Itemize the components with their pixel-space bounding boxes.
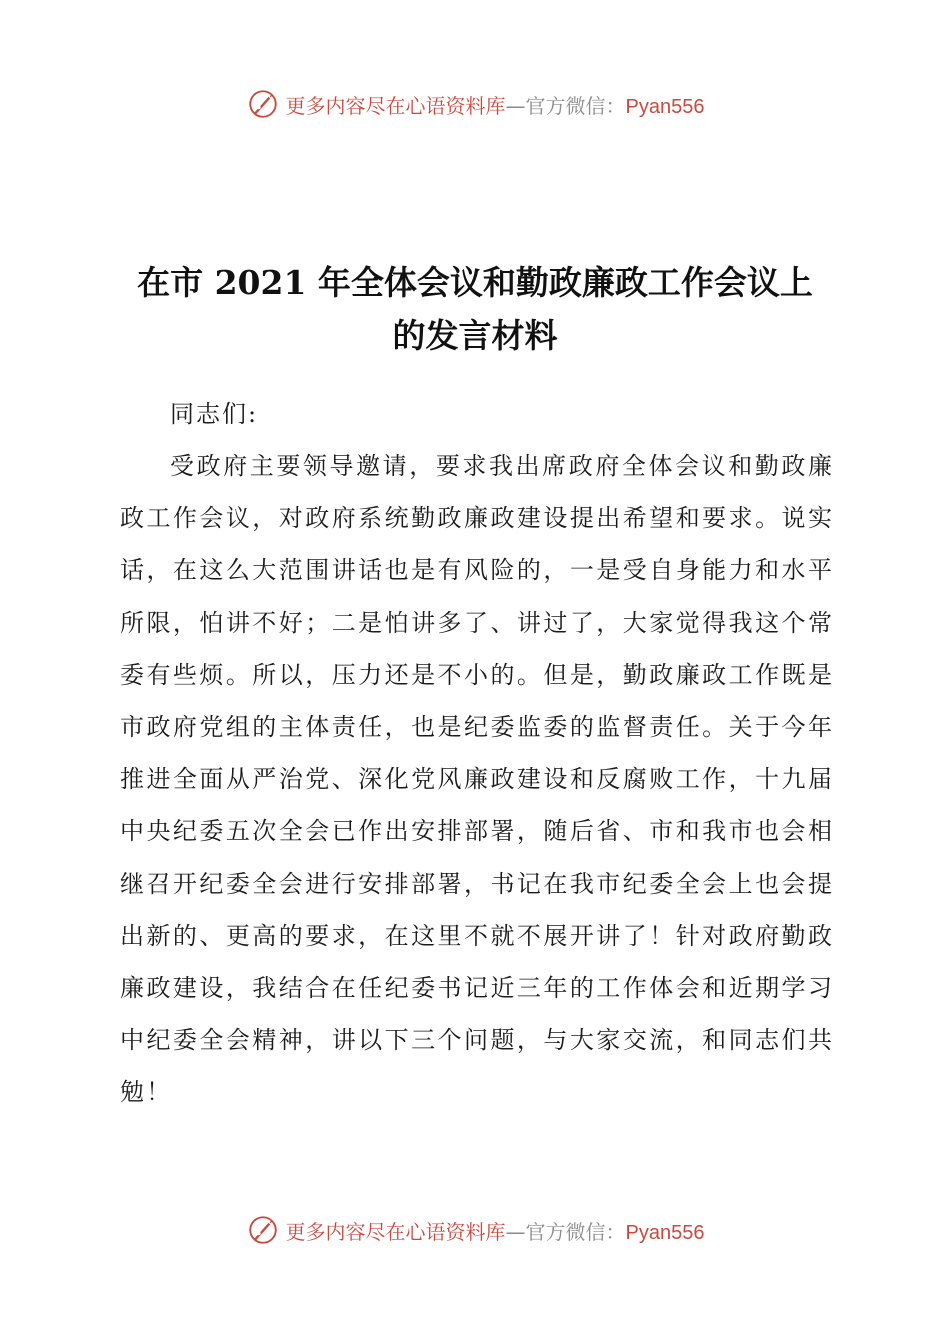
paragraph-line: 勉！	[120, 1078, 173, 1107]
pen-logo-icon	[246, 1213, 280, 1247]
paragraph-line: 政工作会议，对政府系统勤政廉政建设提出希望和要求。说实	[120, 504, 832, 533]
watermark-handle: Pyan556	[625, 95, 705, 118]
watermark-main-text: 更多内容尽在心语资料库	[285, 93, 506, 118]
paragraph-line: 中纪委全会精神，讲以下三个问题，与大家交流，和同志们共	[120, 1026, 832, 1055]
paragraph-line: 市政府党组的主体责任，也是纪委监委的监督责任。关于今年	[120, 712, 832, 741]
header-watermark	[0, 84, 950, 124]
paragraph-line: 廉政建设，我结合在任纪委书记近三年的工作体会和近期学习	[120, 973, 832, 1002]
paragraph-line: 所限，怕讲不好；二是怕讲多了、讲过了，大家觉得我这个常	[120, 608, 832, 637]
paragraph-line: 委有些烦。所以，压力还是不小的。但是，勤政廉政工作既是	[120, 660, 832, 689]
salutation: 同志们:	[170, 400, 259, 428]
paragraph-line: 中央纪委五次全会已作出安排部署，随后省、市和我市也会相	[120, 817, 832, 846]
watermark-handle: Pyan556	[625, 1221, 705, 1244]
footer-watermark	[0, 1210, 950, 1250]
paragraph-line: 继召开纪委全会进行安排部署，书记在我市纪委全会上也会提	[120, 869, 832, 898]
document-title	[120, 256, 830, 362]
title-line-1: 在市 2021 年全体会议和勤政廉政工作会议上	[137, 263, 813, 302]
watermark-official-label: 官方微信：	[525, 93, 626, 118]
paragraph-line: 受政府主要领导邀请，要求我出席政府全体会议和勤政廉	[170, 452, 832, 480]
title-line-2: 的发言材料	[392, 316, 558, 355]
watermark-official-label: 官方微信：	[525, 1219, 626, 1244]
paragraph-line: 出新的、更高的要求，在这里不就不展开讲了！针对政府勤政	[120, 921, 832, 950]
watermark-dash: —	[505, 1219, 526, 1244]
paragraph-line: 推进全面从严治党、深化党风廉政建设和反腐败工作，十九届	[120, 765, 832, 794]
pen-logo-icon	[246, 87, 280, 121]
watermark-main-text: 更多内容尽在心语资料库	[285, 1219, 506, 1244]
paragraph-line: 话，在这么大范围讲话也是有风险的，一是受自身能力和水平	[120, 556, 832, 585]
watermark-dash: —	[505, 93, 526, 118]
body-paragraph	[120, 448, 832, 1126]
